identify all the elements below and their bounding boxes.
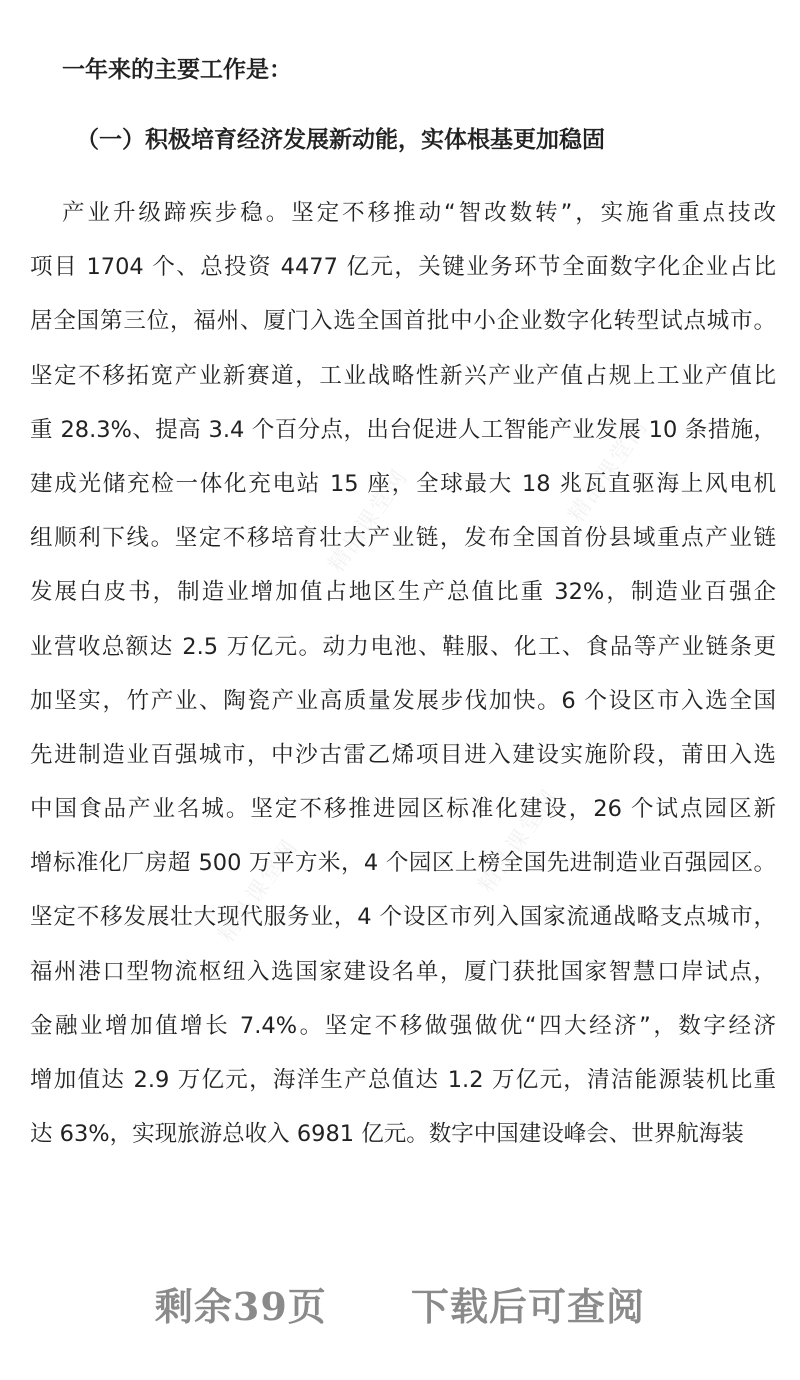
paragraph-line: 发展白皮书，制造业增加值占地区生产总值比重 32%，制造业百强企 [30, 579, 776, 606]
paragraph-line: 居全国第三位，福州、厦门入选全国首批中小企业数字化转型试点城市。 [30, 308, 776, 335]
watermark-text: 精品课堂网 [564, 414, 654, 528]
paragraph-line: 福州港口型物流枢纽入选国家建设名单，厦门获批国家智慧口岸试点， [30, 958, 776, 985]
paragraph-line: 先进制造业百强城市，中沙古雷乙烯项目进入建设实施阶段，莆田入选 [30, 741, 776, 768]
paragraph-line: 增标准化厂房超 500 万平方米，4 个园区上榜全国先进制造业百强园区。 [30, 850, 776, 877]
paragraph-line: 重 28.3%、提高 3.4 个百分点，出台促进人工智能产业发展 10 条措施， [30, 416, 776, 443]
paragraph-line: 业营收总额达 2.5 万亿元。动力电池、鞋服、化工、食品等产业链条更 [30, 633, 776, 660]
download-prompt[interactable] [0, 1276, 800, 1331]
paragraph-line: 增加值达 2.9 万亿元，海洋生产总值达 1.2 万亿元，清洁能源装机比重 [30, 1067, 776, 1093]
paragraph-line: 组顺利下线。坚定不移培育壮大产业链，发布全国首份县域重点产业链 [30, 525, 776, 552]
paragraph-line: 建成光储充检一体化充电站 15 座，全球最大 18 兆瓦直驱海上风电机 [30, 470, 776, 497]
download-hint-label: 下载后可查阅 [411, 1284, 646, 1329]
paragraph-line: 加坚实，竹产业、陶瓷产业高质量发展步伐加快。6 个设区市入选全国 [30, 687, 776, 714]
paragraph-line: 坚定不移发展壮大现代服务业，4 个设区市列入国家流通战略支点城市， [30, 904, 776, 931]
body-paragraph [30, 186, 790, 1161]
watermark-text: 精品课堂网 [324, 464, 414, 578]
section-heading: （一）积极培育经济发展新动能，实体根基更加稳固 [76, 127, 605, 153]
watermark-text: 精品课堂网 [214, 834, 304, 948]
paragraph-line: 产业升级蹄疾步稳。坚定不移推动“智改数转”，实施省重点技改 [62, 200, 776, 226]
remaining-pages-label: 剩余39页 [154, 1284, 327, 1329]
paragraph-line: 中国食品产业名城。坚定不移推进园区标准化建设，26 个试点园区新 [30, 796, 776, 823]
paragraph-line: 达 63%，实现旅游总收入 6981 亿元。数字中国建设峰会、世界航海装 [30, 1121, 744, 1148]
paragraph-line: 项目 1704 个、总投资 4477 亿元，关键业务环节全面数字化企业占比 [30, 254, 776, 281]
main-heading: 一年来的主要工作是： [62, 57, 292, 83]
watermark-text: 精品课堂网 [474, 784, 564, 898]
paragraph-line: 金融业增加值增长 7.4%。坚定不移做强做优“四大经济”，数字经济 [30, 1012, 776, 1039]
paragraph-line: 坚定不移拓宽产业新赛道，工业战略性新兴产业产值占规上工业产值比 [30, 362, 776, 389]
